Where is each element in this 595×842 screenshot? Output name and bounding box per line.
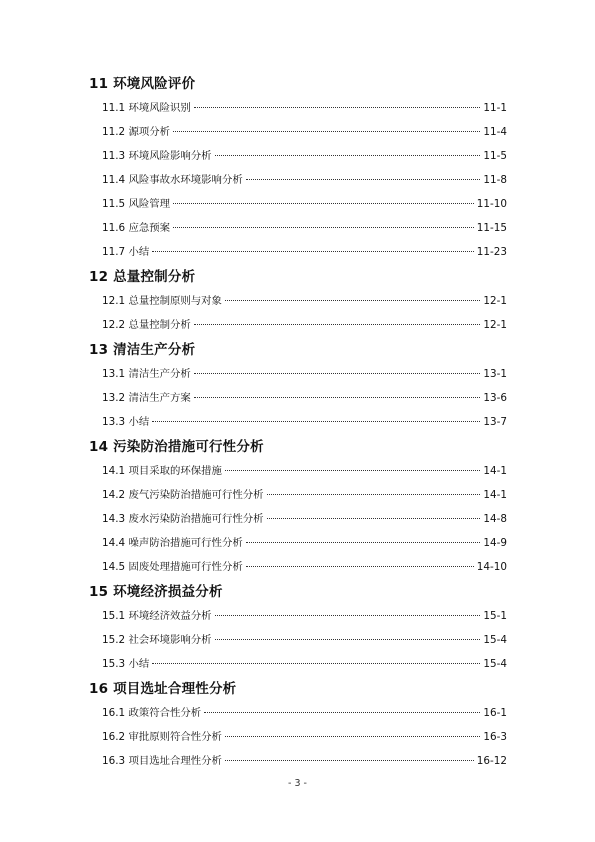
toc-entry-page: 11-1 — [483, 102, 507, 114]
chapter-heading[interactable]: 14 污染防治措施可行性分析 — [89, 439, 264, 455]
dot-leader — [152, 421, 480, 422]
toc-entry[interactable] — [89, 410, 507, 434]
dot-leader — [225, 300, 480, 301]
chapter-heading[interactable]: 13 清洁生产分析 — [89, 342, 196, 358]
toc-entry[interactable] — [89, 749, 507, 773]
toc-entry-label: 14.1 项目采取的环保措施 — [102, 465, 222, 477]
dot-leader — [204, 712, 480, 713]
toc-entry-label: 12.1 总量控制原则与对象 — [102, 295, 222, 307]
dot-leader — [152, 251, 474, 252]
toc-entry[interactable] — [89, 120, 507, 144]
toc-entry-label: 16.3 项目选址合理性分析 — [102, 755, 222, 767]
toc-entry[interactable] — [89, 240, 507, 264]
toc-entry-page: 16-3 — [483, 731, 507, 743]
toc-entry-page: 11-4 — [483, 126, 507, 138]
toc-entry-page: 16-1 — [483, 707, 507, 719]
toc-entry-page: 14-9 — [483, 537, 507, 549]
toc-entry[interactable] — [89, 507, 507, 531]
toc-entry-page: 11-23 — [476, 246, 507, 258]
dot-leader — [194, 107, 481, 108]
toc-entry[interactable] — [89, 483, 507, 507]
toc-entry-label: 13.3 小结 — [102, 416, 150, 428]
toc-entry-label: 12.2 总量控制分析 — [102, 319, 191, 331]
toc-entry-page: 16-12 — [476, 755, 507, 767]
table-of-contents — [89, 71, 507, 773]
page-number: - 3 - — [288, 778, 307, 789]
toc-entry[interactable] — [89, 168, 507, 192]
toc-entry-label: 11.4 风险事故水环境影响分析 — [102, 174, 243, 186]
toc-entry-page: 13-7 — [483, 416, 507, 428]
toc-entry-page: 14-1 — [483, 489, 507, 501]
toc-entry-label: 11.3 环境风险影响分析 — [102, 150, 212, 162]
toc-entry-page: 11-10 — [476, 198, 507, 210]
dot-leader — [215, 615, 481, 616]
toc-entry-page: 14-10 — [476, 561, 507, 573]
dot-leader — [194, 397, 481, 398]
dot-leader — [173, 227, 474, 228]
dot-leader — [267, 494, 481, 495]
toc-entry-label: 11.1 环境风险识别 — [102, 102, 191, 114]
toc-entry-page: 14-8 — [483, 513, 507, 525]
toc-entry[interactable] — [89, 192, 507, 216]
toc-entry[interactable] — [89, 96, 507, 120]
toc-entry[interactable] — [89, 216, 507, 240]
chapter-heading[interactable]: 15 环境经济损益分析 — [89, 584, 223, 600]
toc-entry-page: 12-1 — [483, 295, 507, 307]
toc-entry-label: 11.6 应急预案 — [102, 222, 171, 234]
toc-entry-page: 14-1 — [483, 465, 507, 477]
toc-entry[interactable] — [89, 144, 507, 168]
dot-leader — [215, 155, 481, 156]
toc-entry-page: 15-4 — [483, 658, 507, 670]
dot-leader — [246, 566, 474, 567]
toc-entry-page: 13-1 — [483, 368, 507, 380]
chapter-heading[interactable]: 11 环境风险评价 — [89, 76, 196, 92]
toc-entry[interactable] — [89, 531, 507, 555]
dot-leader — [246, 179, 481, 180]
toc-entry-label: 15.1 环境经济效益分析 — [102, 610, 212, 622]
toc-entry-page: 11-15 — [476, 222, 507, 234]
toc-entry-label: 13.2 清洁生产方案 — [102, 392, 191, 404]
toc-entry-page: 11-5 — [483, 150, 507, 162]
toc-entry[interactable] — [89, 628, 507, 652]
dot-leader — [225, 736, 480, 737]
toc-entry-label: 15.2 社会环境影响分析 — [102, 634, 212, 646]
toc-entry-page: 11-8 — [483, 174, 507, 186]
toc-entry[interactable] — [89, 313, 507, 337]
dot-leader — [225, 760, 474, 761]
toc-entry[interactable] — [89, 459, 507, 483]
toc-entry-label: 16.1 政策符合性分析 — [102, 707, 202, 719]
toc-entry-label: 11.7 小结 — [102, 246, 150, 258]
dot-leader — [194, 324, 481, 325]
dot-leader — [173, 203, 474, 204]
toc-entry-label: 14.5 固废处理措施可行性分析 — [102, 561, 243, 573]
toc-entry-label: 11.5 风险管理 — [102, 198, 171, 210]
chapter-heading[interactable]: 12 总量控制分析 — [89, 269, 196, 285]
toc-entry[interactable] — [89, 652, 507, 676]
toc-entry[interactable] — [89, 701, 507, 725]
dot-leader — [267, 518, 481, 519]
toc-entry-label: 13.1 清洁生产分析 — [102, 368, 191, 380]
dot-leader — [215, 639, 481, 640]
toc-entry[interactable] — [89, 555, 507, 579]
dot-leader — [194, 373, 481, 374]
toc-entry-page: 13-6 — [483, 392, 507, 404]
toc-entry-label: 15.3 小结 — [102, 658, 150, 670]
chapter-heading[interactable]: 16 项目选址合理性分析 — [89, 681, 237, 697]
dot-leader — [246, 542, 481, 543]
toc-entry[interactable] — [89, 604, 507, 628]
dot-leader — [152, 663, 480, 664]
toc-entry-label: 14.4 噪声防治措施可行性分析 — [102, 537, 243, 549]
toc-entry-label: 14.3 废水污染防治措施可行性分析 — [102, 513, 264, 525]
toc-entry-label: 11.2 源项分析 — [102, 126, 171, 138]
toc-entry-label: 14.2 废气污染防治措施可行性分析 — [102, 489, 264, 501]
toc-entry-page: 12-1 — [483, 319, 507, 331]
toc-entry[interactable] — [89, 362, 507, 386]
toc-entry[interactable] — [89, 386, 507, 410]
toc-entry-page: 15-1 — [483, 610, 507, 622]
toc-entry-label: 16.2 审批原则符合性分析 — [102, 731, 222, 743]
toc-entry[interactable] — [89, 289, 507, 313]
dot-leader — [173, 131, 480, 132]
dot-leader — [225, 470, 480, 471]
toc-entry[interactable] — [89, 725, 507, 749]
toc-entry-page: 15-4 — [483, 634, 507, 646]
